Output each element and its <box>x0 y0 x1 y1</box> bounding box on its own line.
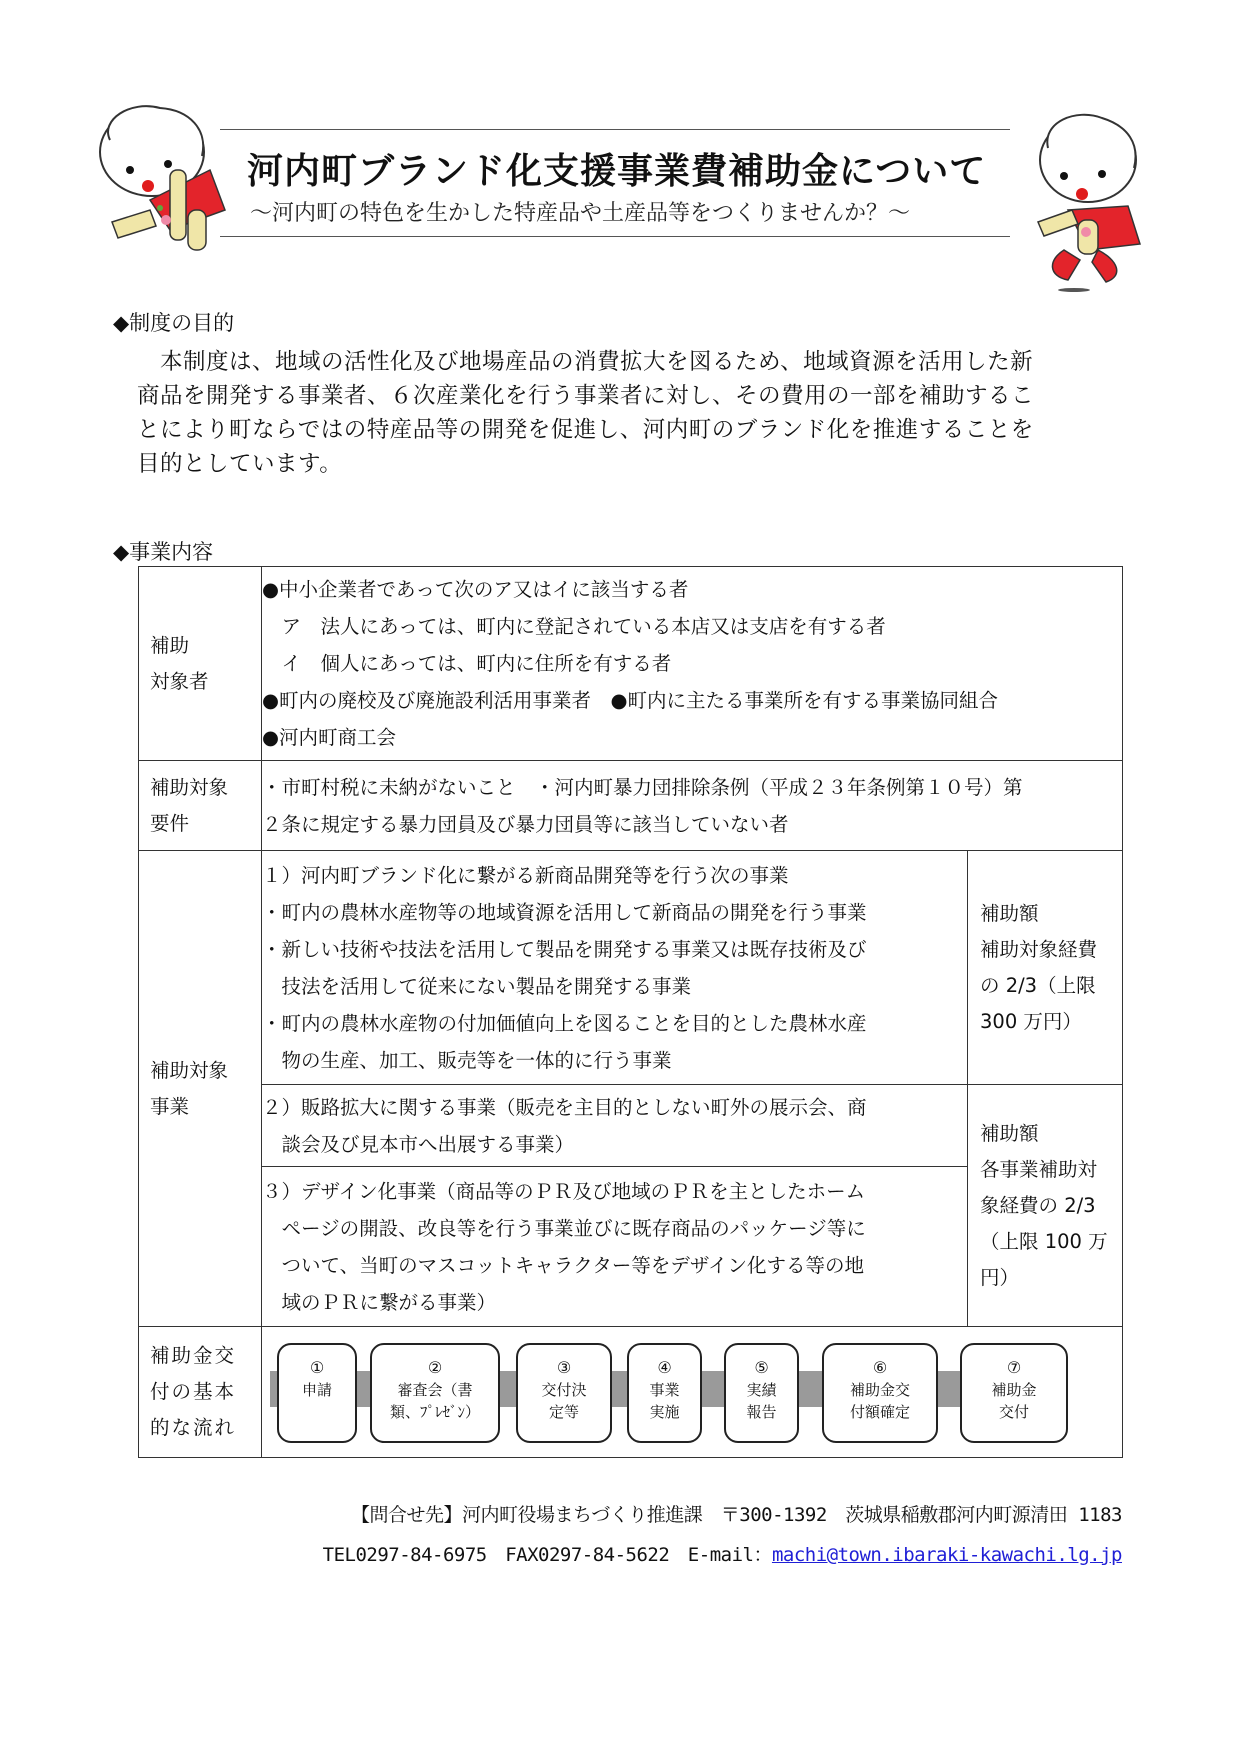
project-1-content: １）河内町ブランド化に繋がる新商品開発等を行う次の事業 ・町内の農林水産物等の地域資源を活用して新商品の開発を行う事業 ・新しい技術や技法を活用して製品を開発する事業又は既存技術及び 技法を活用して従来にない製品を開発する事業 ・町内の農林水産物の付加価値向上を図ることを目的とした農林水産 物の生産、加工、販売等を一体的に行う事業 <box>262 851 968 1085</box>
target-line: ●河内町商工会 <box>262 726 397 749</box>
page-title: 河内町ブランド化支援事業費補助金について <box>247 151 987 192</box>
title-bottom-rule <box>220 236 1010 237</box>
project-3-content: ３）デザイン化事業（商品等のＰＲ及び地域のＰＲを主としたホーム ページの開設、改良等を行う事業並びに既存商品のパッケージ等に ついて、当町のマスコットキャラクター等をデザイン化する等の地 域のＰＲに繋がる事業） <box>262 1167 968 1327</box>
target-content <box>262 567 1123 761</box>
purpose-paragraph <box>137 345 1034 481</box>
flow-step: ③ 交付決 定等 <box>516 1343 612 1443</box>
projects-label: 補助対象 事業 <box>139 851 262 1327</box>
flow-row <box>139 1327 1123 1458</box>
requirements-line: ２条に規定する暴力団員及び暴力団員等に該当していない者 <box>262 812 789 836</box>
purpose-heading: ◆制度の目的 <box>113 311 235 335</box>
projects-row-1 <box>139 851 1123 1085</box>
project-2-content: ２）販路拡大に関する事業（販売を主目的としない町外の展示会、商 談会及び見本市へ出展する事業） <box>262 1085 968 1167</box>
requirements-line: ・市町村税に未納がないこと ・河内町暴力団排除条例（平成２３年条例第１０号）第 <box>262 775 1023 799</box>
requirements-label: 補助対象 要件 <box>139 761 262 851</box>
project-1-amount: 補助額 補助対象経費 の 2/3（上限 300 万円） <box>968 851 1123 1085</box>
flow-step: ⑥ 補助金交 付額確定 <box>822 1343 938 1443</box>
flow-step: ⑤ 実績 報告 <box>724 1343 799 1443</box>
target-line: イ 個人にあっては、町内に住所を有する者 <box>262 652 672 675</box>
flow-step: ④ 事業 実施 <box>627 1343 702 1443</box>
mascot-right-image <box>1028 110 1148 292</box>
target-line: ●中小企業者であって次のア又はイに該当する者 <box>262 578 689 601</box>
business-heading: ◆事業内容 <box>113 540 214 564</box>
project-23-amount: 補助額 各事業補助対 象経費の 2/3 （上限 100 万 円） <box>968 1085 1123 1327</box>
business-table <box>138 566 1123 1458</box>
flow-step: ② 審査会（書 類、ﾌﾟﾚｾﾞﾝ） <box>370 1343 500 1443</box>
projects-row-2 <box>139 1085 1123 1167</box>
purpose-line: 本制度は、地域の活性化及び地場産品の消費拡大を図るため、地域資源を活用した新 <box>137 349 1034 375</box>
page-subtitle: ～河内町の特色を生かした特産品や土産品等をつくりませんか？～ <box>250 201 911 226</box>
flow-step: ① 申請 <box>277 1343 357 1443</box>
flow-step: ⑦ 補助金 交付 <box>960 1343 1068 1443</box>
requirements-content <box>262 761 1123 851</box>
purpose-line: とにより町ならではの特産品等の開発を促進し、河内町のブランド化を推進することを <box>137 417 1034 443</box>
flow-label: 補助金交 付の基本 的な流れ <box>139 1327 262 1458</box>
title-top-rule <box>220 129 1010 130</box>
contact-email-link[interactable]: machi@town.ibaraki-kawachi.lg.jp <box>771 1544 1122 1566</box>
contact-phone-fax: TEL0297-84-6975 FAX0297-84-5622 E-mail： <box>322 1544 772 1566</box>
contact-line-2 <box>323 1540 1122 1567</box>
contact-line-1: 【問合せ先】河内町役場まちづくり推進課 〒300-1392 茨城県稲敷郡河内町源清田 1183 <box>350 1504 1122 1526</box>
flow-diagram <box>262 1327 1123 1458</box>
target-label: 補助 対象者 <box>139 567 262 761</box>
purpose-line: 目的としています。 <box>137 451 343 477</box>
target-row <box>139 567 1123 761</box>
target-line: ●町内の廃校及び廃施設利活用事業者 ●町内に主たる事業所を有する事業協同組合 <box>262 689 999 712</box>
requirements-row <box>139 761 1123 851</box>
target-line: ア 法人にあっては、町内に登記されている本店又は支店を有する者 <box>262 615 886 638</box>
purpose-line: 商品を開発する事業者、６次産業化を行う事業者に対し、その費用の一部を補助するこ <box>137 383 1035 409</box>
mascot-left-image <box>90 100 240 258</box>
